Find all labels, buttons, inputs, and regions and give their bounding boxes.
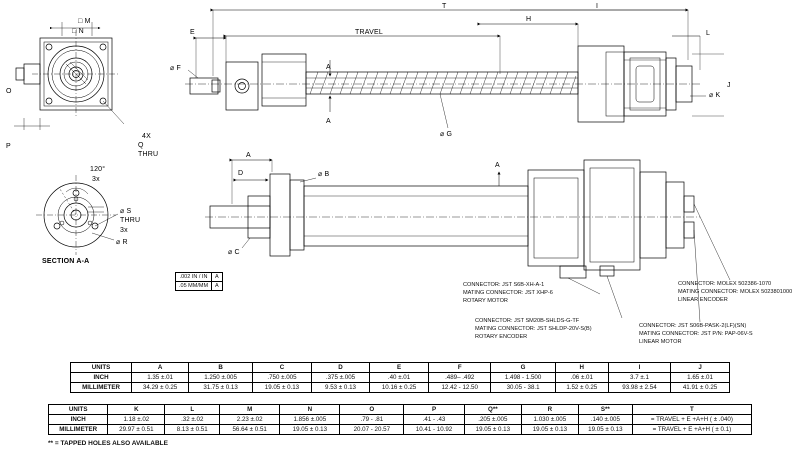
cell: 1.856 ±.005 <box>280 415 340 425</box>
table-row <box>49 415 752 425</box>
cell: 56.64 ± 0.51 <box>220 425 280 435</box>
connector-line: MATING CONNECTOR: JST SHLDP-20V-S(B) <box>475 326 592 332</box>
cell: .375 ±.005 <box>311 373 369 383</box>
dim-label-F: ⌀ F <box>170 65 182 72</box>
connector-line: LINEAR ENCODER <box>678 297 728 303</box>
dim-label-T: T <box>442 3 447 10</box>
cell: 34.29 ± 0.25 <box>132 383 189 393</box>
dim-label-K: ⌀ K <box>709 92 721 99</box>
tolerance-row <box>176 273 223 282</box>
cell: 19.05 ± 0.13 <box>464 425 521 435</box>
col-n: N <box>280 405 340 415</box>
cell: 1.35 ±.01 <box>132 373 189 383</box>
cell: .750 ±.005 <box>253 373 312 383</box>
cell: .205 ±.005 <box>464 415 521 425</box>
dim-label-A-bottom: A <box>246 152 251 159</box>
connector-callout-rotary-motor <box>463 281 553 305</box>
row-units: INCH <box>49 415 108 425</box>
cell: .79 - .81 <box>340 415 404 425</box>
col-b: B <box>189 363 253 373</box>
col-units: UNITS <box>71 363 132 373</box>
dim-label-D: D <box>238 170 244 177</box>
cell: .41 - .43 <box>404 415 465 425</box>
dim-label-J: J <box>727 82 731 89</box>
tolerance-row <box>176 282 223 291</box>
cell: 10.16 ± 0.25 <box>370 383 429 393</box>
col-r: R <box>521 405 578 415</box>
dim-label-N: □ N <box>72 28 84 35</box>
dim-label-L: L <box>706 30 711 37</box>
cell: 19.05 ± 0.13 <box>578 425 632 435</box>
dim-label-E: E <box>190 29 195 36</box>
tolerance-spec: .002 IN / IN <box>176 273 212 282</box>
col-units: UNITS <box>49 405 108 415</box>
cell: 1.52 ± 0.25 <box>555 383 608 393</box>
cell: 1.250 ±.005 <box>189 373 253 383</box>
tolerance-value: A <box>212 273 223 282</box>
dim-label-R: ⌀ R <box>116 239 128 246</box>
thru-label-top: THRU <box>138 151 159 158</box>
row-units: INCH <box>71 373 132 383</box>
connector-line: CONNECTOR: JST S06B-PASK-2(LF)(SN) <box>639 323 747 329</box>
tolerance-value: A <box>212 282 223 291</box>
dim-label-G: ⌀ G <box>440 131 453 138</box>
spec-table-top <box>70 362 730 393</box>
cell: 8.13 ± 0.51 <box>165 425 220 435</box>
dim-label-O: O <box>6 88 12 95</box>
cell: 31.75 ± 0.13 <box>189 383 253 393</box>
cell: 19.05 ± 0.13 <box>253 383 312 393</box>
col-j: J <box>671 363 730 373</box>
col-e: E <box>370 363 429 373</box>
col-o: O <box>340 405 404 415</box>
dim-label-C: ⌀ C <box>228 249 240 256</box>
x3-bottom-label: 3x <box>120 227 128 234</box>
cell: .489– .492 <box>428 373 491 383</box>
connector-line: ROTARY MOTOR <box>463 298 508 304</box>
dim-label-M: □ M <box>78 18 91 25</box>
cell: 20.07 - 20.57 <box>340 425 404 435</box>
col-p: P <box>404 405 465 415</box>
row-units: MILLIMETER <box>49 425 108 435</box>
col-f: F <box>428 363 491 373</box>
cell: 2.23 ±.02 <box>220 415 280 425</box>
table-row <box>71 373 730 383</box>
connector-line: CONNECTOR: JST S6B-XH-A-1 <box>463 282 545 288</box>
dim-label-P: P <box>6 143 11 150</box>
connector-line: LINEAR MOTOR <box>639 339 682 345</box>
cell: 3.7 ±.1 <box>608 373 670 383</box>
cell: 1.18 ±.02 <box>108 415 165 425</box>
section-arrow-a-bottom: A <box>326 118 331 125</box>
col-c: C <box>253 363 312 373</box>
table-header-row <box>71 363 730 373</box>
col-l: L <box>165 405 220 415</box>
cell: 12.42 - 12.50 <box>428 383 491 393</box>
col-k: K <box>108 405 165 415</box>
col-i: I <box>608 363 670 373</box>
col-g: G <box>491 363 555 373</box>
cell: 1.65 ±.01 <box>671 373 730 383</box>
connector-line: ROTARY ENCODER <box>475 334 528 340</box>
cell: 19.05 ± 0.13 <box>521 425 578 435</box>
col-h: H <box>555 363 608 373</box>
col-m: M <box>220 405 280 415</box>
connector-line: MATING CONNECTOR: JST XHP-6 <box>463 290 553 296</box>
section-arrow-a-right: A <box>495 162 500 169</box>
table-header-row <box>49 405 752 415</box>
cell: 1.498 - 1.500 <box>491 373 555 383</box>
connector-callout-linear-encoder <box>678 280 792 304</box>
cell: 19.05 ± 0.13 <box>280 425 340 435</box>
connector-line: CONNECTOR: MOLEX 502386-1070 <box>678 281 772 287</box>
thru-4x-label: 4X <box>142 133 151 140</box>
col-s: S** <box>578 405 632 415</box>
cell: 10.41 - 10.92 <box>404 425 465 435</box>
travel-label-top: TRAVEL <box>355 29 383 36</box>
cell: = TRAVEL + E +A+H ( ± .040) <box>632 415 751 425</box>
cell: .32 ±.02 <box>165 415 220 425</box>
cell: 29.97 ± 0.51 <box>108 425 165 435</box>
spec-table-bottom <box>48 404 752 435</box>
dim-label-Q: Q <box>138 142 144 149</box>
cell: 1.030 ±.005 <box>521 415 578 425</box>
tolerance-block <box>175 272 223 291</box>
connector-line: MATING CONNECTOR: MOLEX 5023801000 <box>678 289 793 295</box>
table-row <box>49 425 752 435</box>
angle-120-label: 120° <box>90 166 106 173</box>
connector-callout-rotary-encoder <box>475 317 592 341</box>
connector-callout-linear-motor <box>639 322 753 346</box>
x3-top-label: 3x <box>92 176 100 183</box>
tapped-holes-note: ** = TAPPED HOLES ALSO AVAILABLE <box>48 440 168 447</box>
row-units: MILLIMETER <box>71 383 132 393</box>
dim-label-H: H <box>526 16 532 23</box>
section-arrow-a-top: A <box>326 64 331 71</box>
cell: 9.53 ± 0.13 <box>311 383 369 393</box>
cell: 93.98 ± 2.54 <box>608 383 670 393</box>
thru-label-bottom: THRU <box>120 217 141 224</box>
cell: = TRAVEL + E +A+H ( ± 0.1) <box>632 425 751 435</box>
cell: .40 ±.01 <box>370 373 429 383</box>
cell: .06 ±.01 <box>555 373 608 383</box>
cell: .140 ±.005 <box>578 415 632 425</box>
dim-label-B: ⌀ B <box>318 171 330 178</box>
table-row <box>71 383 730 393</box>
col-a: A <box>132 363 189 373</box>
connector-line: CONNECTOR: JST SM20B-SHLDS-G-TF <box>475 318 580 324</box>
connector-line: MATING CONNECTOR: JST P/N: PAP-06V-S <box>639 331 753 337</box>
tolerance-spec: .05 MM/MM <box>176 282 212 291</box>
col-q: Q** <box>464 405 521 415</box>
section-aa-title: SECTION A-A <box>42 258 90 265</box>
dim-label-S: ⌀ S <box>120 208 132 215</box>
col-t: T <box>632 405 751 415</box>
col-d: D <box>311 363 369 373</box>
cell: 30.05 - 38.1 <box>491 383 555 393</box>
dim-label-I: I <box>596 3 599 10</box>
cell: 41.91 ± 0.25 <box>671 383 730 393</box>
